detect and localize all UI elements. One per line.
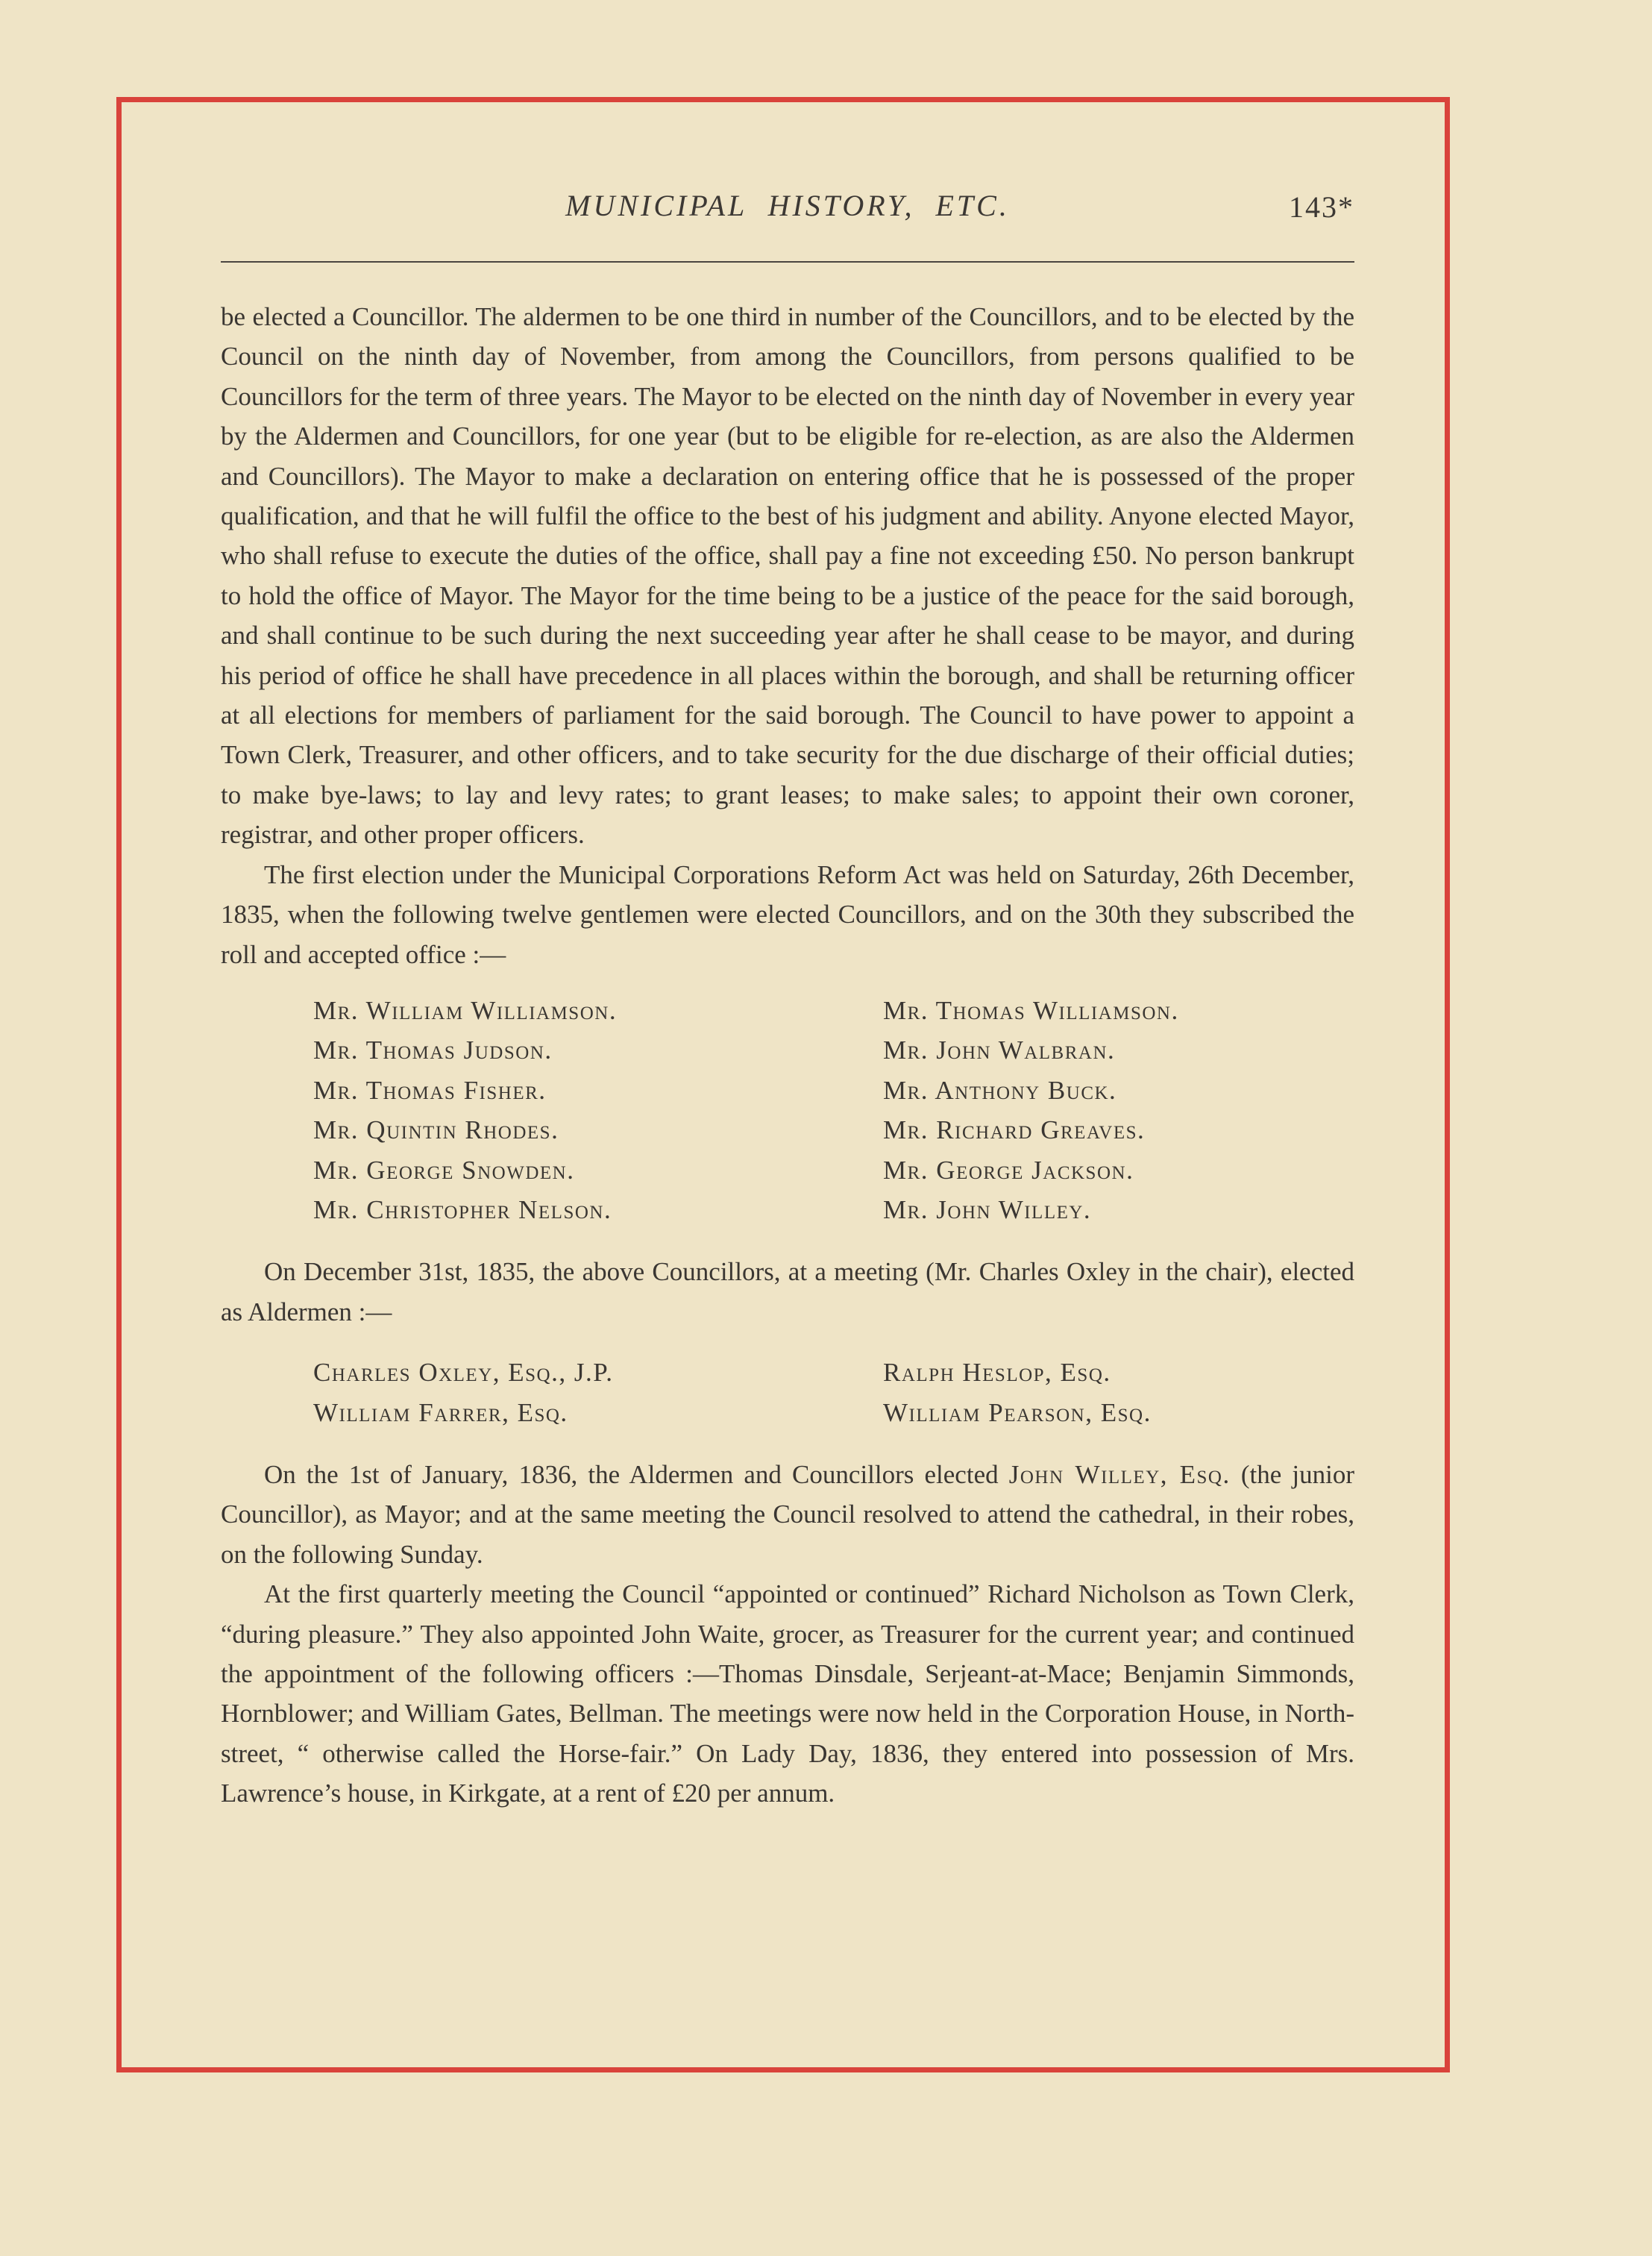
paragraph-5: At the first quarterly meeting the Council “appointed or continued” Richard Nicholson as Town Clerk, “during pleasure.” They also appointed John Waite, grocer, as Treasurer for the current year; and continued the appointment of the following officers :—Thomas Dinsdale, Serjeant-at-Mace; Benjamin Simmonds, Hornblower; and William Gates, Bellman. The meetings were now held in the Corporation House, in North-street, “ otherwise called the Horse-fair.” On Lady Day, 1836, they entered into possession of Mrs. Lawrence’s house, in Kirkgate, at a rent of £20 per annum. xyxy=(221,1579,1354,1808)
list-item: Mr. George Snowden. xyxy=(313,1155,575,1185)
list-item: Mr. Thomas Fisher. xyxy=(313,1075,547,1105)
paragraph-1: be elected a Councillor. The aldermen to be one third in number of the Councillors, and to be elected by the Council on the ninth day of November, from among the Councillors, from persons qualified to be Councillors for the term of three years. The Mayor to be elected on the ninth day of November in every year by the Aldermen and Councillors, for one year (but to be eligible for re-election, as are also the Aldermen and Councillors). The Mayor to make a declaration on entering office that he is possessed of the proper qualification, and that he will fulfil the office to the best of his judgment and ability. Anyone elected Mayor, who shall refuse to execute the duties of the office, shall pay a fine not exceeding £50. No person bankrupt to hold the office of Mayor. The Mayor for the time being to be a justice of the peace for the said borough, and shall continue to be such during the next succeeding year after he shall cease to be mayor, and during his period of office he shall have precedence in all places within the borough, and shall be returning officer at all elections for members of parliament for the said borough. The Council to have power to appoint a Town Clerk, Treasurer, and other officers, and to take security for the due discharge of their official duties; to make bye-laws; to lay and levy rates; to grant leases; to make sales; to appoint their own coroner, registrar, and other proper officers. xyxy=(221,302,1354,850)
mayor-name: John Willey, Esq. xyxy=(1008,1459,1231,1489)
list-item: William Farrer, Esq. xyxy=(313,1397,568,1427)
list-item: Mr. Thomas Williamson. xyxy=(883,995,1179,1025)
paragraph-2: The first election under the Municipal Corporations Reform Act was held on Saturday, 26th December, 1835, when the following twelve gentlemen were elected Councillors, and on the 30th they subscribed the roll and accepted office :— xyxy=(221,859,1354,969)
paragraph-4 xyxy=(221,1455,1354,1574)
paragraph-4-end: (the junior Councillor), as Mayor; and at the same meeting the Council resolved to attend the cathedral, in their robes, on the following Sunday. xyxy=(221,1459,1355,1569)
list-item: Mr. Richard Greaves. xyxy=(883,1115,1146,1145)
running-title: MUNICIPAL HISTORY, ETC. xyxy=(565,189,1010,222)
list-item: William Pearson, Esq. xyxy=(883,1397,1152,1427)
list-item: Mr. George Jackson. xyxy=(883,1155,1134,1185)
paragraph-3: On December 31st, 1835, the above Councillors, at a meeting (Mr. Charles Oxley in the chair), elected as Aldermen :— xyxy=(221,1257,1354,1326)
paragraph-4-start: On the 1st of January, 1836, the Aldermen and Councillors elected xyxy=(264,1459,999,1489)
list-item: Mr. William Williamson. xyxy=(313,995,618,1025)
header-rule xyxy=(221,261,1354,263)
list-item: Charles Oxley, Esq., J.P. xyxy=(313,1358,614,1388)
page-number: 143* xyxy=(1289,190,1354,224)
list-item: Mr. Quintin Rhodes. xyxy=(313,1115,559,1145)
aldermen-list xyxy=(313,1353,1354,1432)
list-item: Mr. Anthony Buck. xyxy=(883,1075,1117,1105)
page-header xyxy=(221,173,1354,233)
list-item: Ralph Heslop, Esq. xyxy=(883,1358,1111,1388)
body-text xyxy=(221,297,1354,1814)
councillors-list xyxy=(313,991,1354,1229)
list-item: Mr. Thomas Judson. xyxy=(313,1035,553,1065)
list-item: Mr. John Willey. xyxy=(883,1194,1092,1224)
list-item: Mr. John Walbran. xyxy=(883,1035,1116,1065)
list-item: Mr. Christopher Nelson. xyxy=(313,1194,612,1224)
